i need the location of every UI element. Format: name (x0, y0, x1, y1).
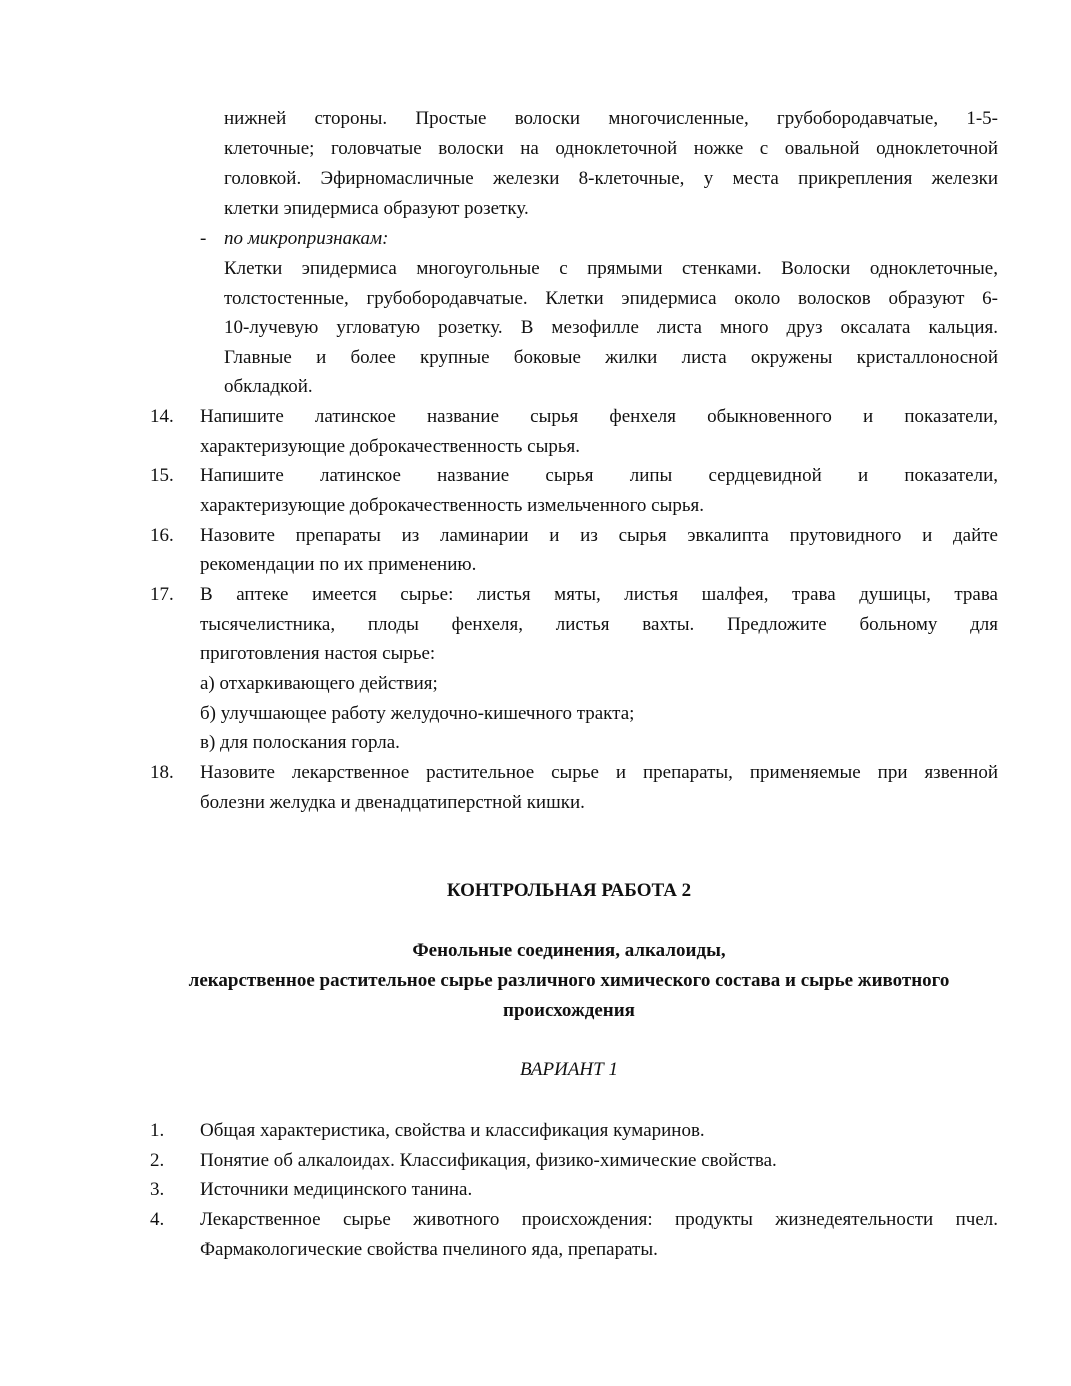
question-number: 14. (150, 406, 174, 427)
question-line: тысячелистника, плоды фенхеля, листья вахты. Предложите больному для (200, 614, 998, 635)
question-line: В аптеке имеется сырье: листья мяты, листья шалфея, трава душицы, трава (200, 584, 998, 605)
question-line: приготовления настоя сырье: (200, 643, 436, 664)
question-number: 1. (150, 1120, 165, 1141)
paragraph-line: обкладкой. (224, 376, 313, 397)
section-title: КОНТРОЛЬНАЯ РАБОТА 2 (446, 880, 692, 901)
question-line: характеризующие доброкачественность измельченного сырья. (200, 495, 704, 516)
paragraph-line: нижней стороны. Простые волоски многочисленные, грубобородавчатые, 1-5- (224, 108, 998, 129)
section-subtitle-line: лекарственное растительное сырье различного химического состава и сырье животного (188, 970, 950, 991)
section-subtitle-line: происхождения (503, 1000, 635, 1021)
section-subtitle-line: Фенольные соединения, алкалоиды, (412, 940, 726, 961)
question-line: Напишите латинское название сырья фенхеля обыкновенного и показатели, (200, 406, 998, 427)
question-line: Назовите лекарственное растительное сырье и препараты, применяемые при язвенной (200, 762, 998, 783)
question-subitem: б) улучшающее работу желудочно-кишечного тракта; (200, 703, 635, 724)
paragraph-line: головкой. Эфирномасличные железки 8-клеточные, у места прикрепления железки (224, 168, 998, 189)
paragraph-line: Главные и более крупные боковые жилки листа окружены кристаллоносной (224, 347, 998, 368)
question-line: рекомендации по их применению. (200, 554, 477, 575)
question-line: Понятие об алкалоидах. Классификация, физико-химические свойства. (200, 1150, 777, 1171)
paragraph-line: 10-лучевую угловатую розетку. В мезофилле листа много друз оксалата кальция. (224, 317, 998, 338)
question-number: 4. (150, 1209, 165, 1230)
question-line: характеризующие доброкачественность сырья. (200, 436, 581, 457)
question-number: 2. (150, 1150, 165, 1171)
dash-bullet: - (200, 228, 207, 249)
question-line: Фармакологические свойства пчелиного яда, препараты. (200, 1239, 658, 1260)
question-number: 3. (150, 1179, 165, 1200)
question-number: 16. (150, 525, 174, 546)
question-number: 17. (150, 584, 174, 605)
question-number: 15. (150, 465, 174, 486)
micro-features-label: по микропризнакам: (224, 228, 389, 249)
paragraph-line: клетки эпидермиса образуют розетку. (224, 198, 529, 219)
question-line: Источники медицинского танина. (200, 1179, 473, 1200)
question-line: Назовите препараты из ламинарии и из сырья эвкалипта прутовидного и дайте (200, 525, 998, 546)
paragraph-line: Клетки эпидермиса многоугольные с прямыми стенками. Волоски одноклеточные, (224, 258, 998, 279)
variant-heading: ВАРИАНТ 1 (520, 1059, 618, 1080)
paragraph-line: толстостенные, грубобородавчатые. Клетки эпидермиса около волосков образуют 6- (224, 288, 998, 309)
question-line: Лекарственное сырье животного происхождения: продукты жизнедеятельности пчел. (200, 1209, 998, 1230)
question-line: Напишите латинское название сырья липы сердцевидной и показатели, (200, 465, 998, 486)
question-number: 18. (150, 762, 174, 783)
question-subitem: а) отхаркивающего действия; (200, 673, 438, 694)
question-line: болезни желудка и двенадцатиперстной кишки. (200, 792, 585, 813)
paragraph-line: клеточные; головчатые волоски на одноклеточной ножке с овальной одноклеточной (224, 138, 998, 159)
question-line: Общая характеристика, свойства и классификация кумаринов. (200, 1120, 705, 1141)
question-subitem: в) для полоскания горла. (200, 732, 400, 753)
